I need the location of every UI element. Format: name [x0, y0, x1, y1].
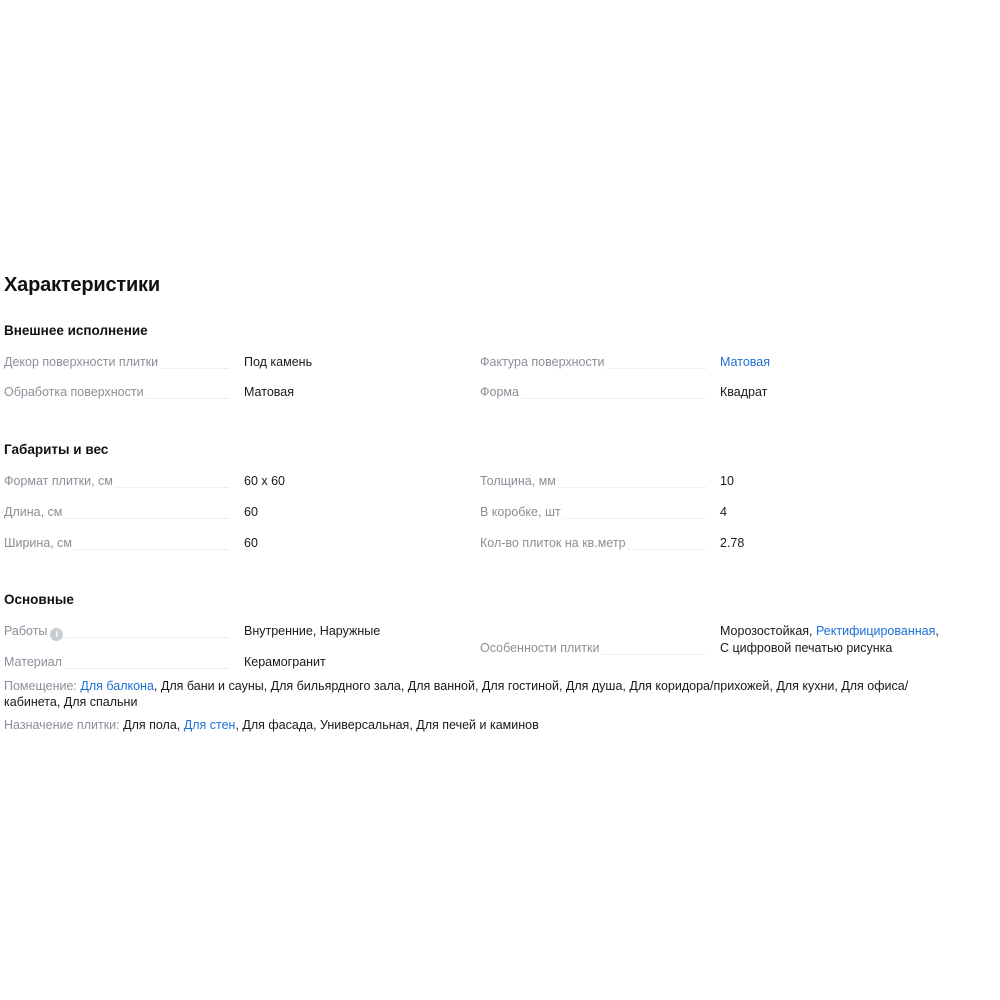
group-title-main: Основные — [4, 592, 74, 607]
spec-value-tile-features — [720, 623, 990, 657]
group-title-appearance: Внешнее исполнение — [4, 323, 148, 338]
spec-label: В коробке, шт — [480, 505, 561, 519]
spec-value: 10 — [720, 474, 734, 488]
purpose-values-rest: , Для фасада, Универсальная, Для печей и каминов — [235, 718, 539, 732]
spec-label: Обработка поверхности — [4, 385, 144, 399]
spec-value: Внутренние, Наружные — [244, 624, 381, 638]
spec-value: Керамогранит — [244, 655, 326, 669]
spec-label: Форма — [480, 385, 519, 399]
room-label: Помещение: — [4, 679, 77, 693]
spec-label: Работы — [4, 624, 48, 638]
spec-label: Материал — [4, 655, 62, 669]
spec-value: 60 — [244, 536, 258, 550]
spec-value: 60 x 60 — [244, 474, 286, 488]
spec-row-tile-purpose — [4, 717, 964, 733]
purpose-values-start: Для пола, — [119, 718, 184, 732]
spec-value: Матовая — [244, 385, 294, 399]
spec-row-room — [4, 678, 964, 710]
room-balcony-link[interactable]: Для балкона — [80, 679, 154, 693]
spec-label-tile-features: Особенности плитки — [480, 641, 600, 655]
spec-label: Толщина, мм — [480, 474, 556, 488]
page-title: Характеристики — [4, 274, 160, 296]
spec-value: 4 — [720, 505, 727, 519]
info-icon[interactable]: i — [50, 628, 63, 641]
feature-rectified-link[interactable]: Ректифицированная — [816, 624, 936, 638]
spec-label: Декор поверхности плитки — [4, 355, 159, 369]
spec-label: Длина, см — [4, 505, 63, 519]
spec-label: Кол-во плиток на кв.метр — [480, 536, 626, 550]
spec-value: 60 — [244, 505, 258, 519]
purpose-walls-link[interactable]: Для стен — [183, 718, 236, 732]
room-values: , Для бани и сауны, Для бильярдного зала, Для ванной, Для гостиной, Для душа, Для коридора/прихожей, Для кухни, Для офиса/кабинета, Для спальни — [4, 679, 909, 709]
spec-value: 2.78 — [720, 536, 745, 550]
purpose-label: Назначение плитки: — [4, 718, 120, 732]
spec-value-link[interactable]: Матовая — [720, 355, 770, 369]
spec-value: Под камень — [244, 355, 313, 369]
feature-frost-resistant: Морозостойкая, — [720, 624, 813, 638]
feature-separator: , — [935, 624, 939, 638]
group-title-dimensions: Габариты и вес — [4, 442, 109, 457]
spec-label: Ширина, см — [4, 536, 73, 550]
feature-digital-print: С цифровой печатью рисунка — [720, 641, 893, 655]
spec-label: Фактура поверхности — [480, 355, 605, 369]
spec-value: Квадрат — [720, 385, 768, 399]
spec-label: Формат плитки, см — [4, 474, 113, 488]
